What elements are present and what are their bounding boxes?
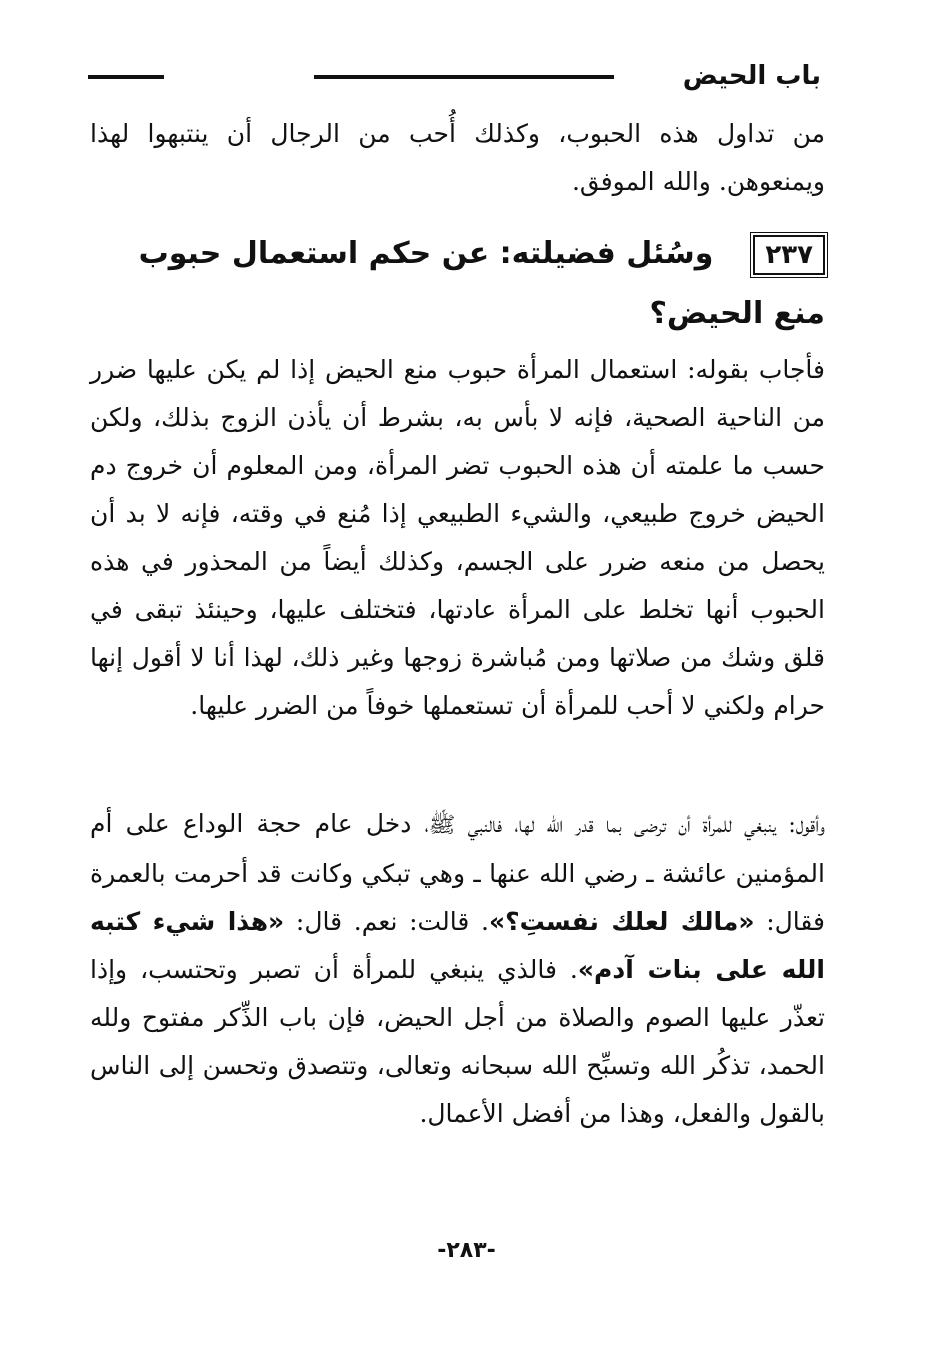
header-title: باب الحيض: [682, 61, 821, 91]
header-rule-left: [88, 75, 164, 79]
running-header: [88, 56, 821, 96]
hadith-quote-1: «مالك لعلك نفستِ؟»: [488, 907, 755, 936]
commentary-part-2: . قالت: نعم. قال:: [284, 907, 489, 936]
fatwa-number-box: ٢٣٧: [753, 235, 825, 275]
question-text: وسُئل فضيلته: عن حكم استعمال حبوب منع الحيض؟: [138, 236, 825, 331]
answer-paragraph: فأجاب بقوله: استعمال المرأة حبوب منع الحيض إذا لم يكن عليها ضرر من الناحية الصحية، فإنه لا بأس به، بشرط أن يأذن الزوج بذلك، ولكن حسب ما علمته أن هذه الحبوب تضر المرأة، ومن المعلوم أن خروج دم الحيض خروج طبيعي، والشيء الطبيعي إذا مُنع في وقته، فإنه لا بد أن يحصل من منعه ضرر على الجسم، وكذلك أيضاً من المحذور في هذه الحبوب أنها تخلط على المرأة عادتها، فتختلف عليها، وحينئذ تبقى في قلق وشك من صلاتها ومن مُباشرة زوجها وغير ذلك، لهذا أنا لا أقول إنها حرام ولكني لا أحب للمرأة أن تستعملها خوفاً من الضرر عليها.: [90, 355, 825, 720]
fatwa-question: [90, 224, 825, 344]
commentary-lead: وأقول: ينبغي للمرأة أن ترضى بما قدر الله لها، فالنبي ﷺ،: [424, 813, 825, 838]
commentary-paragraph: [90, 800, 825, 1138]
commentary-part-1: دخل عام حجة الوداع على أم المؤمنين عائشة ـ رضي الله عنها ـ وهي تبكي وكانت قد أحرمت بالعمرة فقال:: [90, 809, 825, 936]
header-rule-right: [314, 75, 614, 79]
commentary-part-3: . فالذي ينبغي للمرأة أن تصبر وتحتسب، وإذا تعذّر عليها الصوم والصلاة من أجل الحيض، فإن باب الذِّكر مفتوح ولله الحمد، تذكُر الله وتسبِّح الله سبحانه وتعالى، وتتصدق وتحسن إلى الناس بالقول والفعل، وهذا من أفضل الأعمال.: [90, 955, 825, 1128]
intro-paragraph: من تداول هذه الحبوب، وكذلك أُحب من الرجال أن ينتبهوا لهذا ويمنعوهن. والله الموفق.: [90, 119, 825, 196]
page-number: -٢٨٣-: [437, 1238, 496, 1263]
hadith-quote-2: «هذا شيء كتبه الله على بنات آدم»: [90, 907, 825, 984]
